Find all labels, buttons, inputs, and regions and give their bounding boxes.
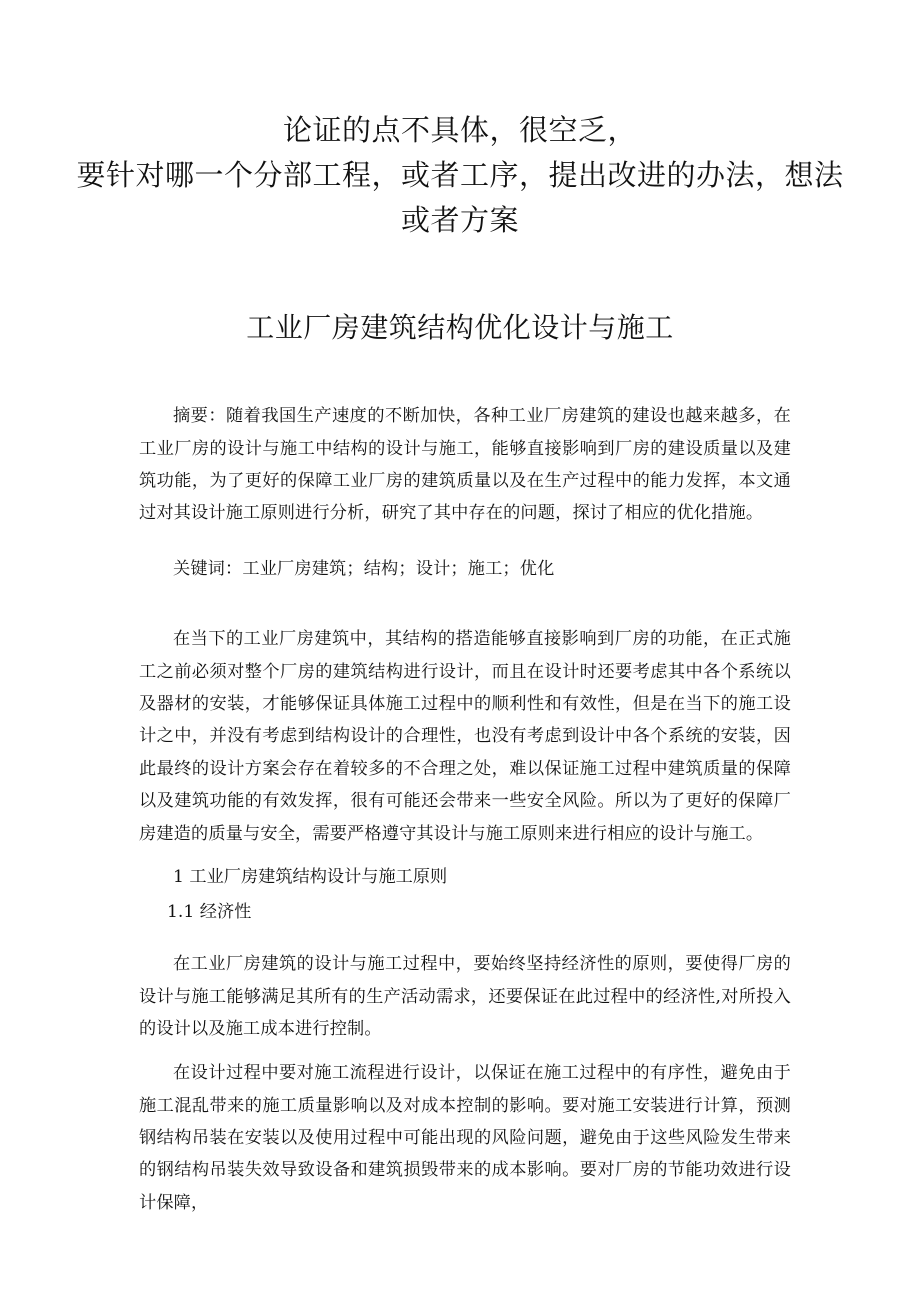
comment-line-2: 要针对哪一个分部工程，或者工序，提出改进的办法，想法: [76, 158, 844, 192]
economy-paragraph-1: 在工业厂房建筑的设计与施工过程中，要始终坚持经济性的原则，要使得厂房的设计与施工能够满足其所有的生产活动需求，还要保证在此过程中的经济性,对所投入的设计以及施工成本进行控制。: [139, 954, 791, 1039]
introduction-paragraph: 在当下的工业厂房建筑中，其结构的搭造能够直接影响到厂房的功能，在正式施工之前必须对整个厂房的建筑结构进行设计，而且在设计时还要考虑其中各个系统以及器材的安装，才能够保证具体施工过程中的顺利性和有效性，但是在当下的施工设计之中，并没有考虑到结构设计的合理性，也没有考虑到设计中各个系统的安装，因此最终的设计方案会存在着较多的不合理之处，难以保证施工过程中建筑质量的保障以及建筑功能的有效发挥，很有可能还会带来一些安全风险。所以为了更好的保障厂房建造的质量与安全，需要严格遵守其设计与施工原则来进行相应的设计与施工。: [139, 629, 791, 844]
paper-title: 工业厂房建筑结构优化设计与施工: [246, 311, 674, 344]
economy-paragraph-2: 在设计过程中要对施工流程进行设计，以保证在施工过程中的有序性，避免由于施工混乱带来的施工质量影响以及对成本控制的影响。要对施工安装进行计算，预测钢结构吊装在安装以及使用过程中可能出现的风险问题，避免由于这些风险发生带来的钢结构吊装失效导致设备和建筑损毁带来的成本影响。要对厂房的节能功效进行设计保障，: [139, 1063, 791, 1213]
subsection-heading-1-1: 1.1 经济性: [167, 902, 252, 922]
section-heading-1: 1 工业厂房建筑结构设计与施工原则: [173, 867, 448, 887]
reviewer-comment: [0, 108, 920, 243]
keywords-line: 关键词：工业厂房建筑；结构；设计；施工；优化: [173, 559, 555, 580]
comment-line-3: 或者方案: [400, 203, 519, 237]
abstract-paragraph: 摘要：随着我国生产速度的不断加快，各种工业厂房建筑的建设也越来越多，在工业厂房的设计与施工中结构的设计与施工，能够直接影响到厂房的建设质量以及建筑功能，为了更好的保障工业厂房的建筑质量以及在生产过程中的能力发挥，本文通过对其设计施工原则进行分析，研究了其中存在的问题，探讨了相应的优化措施。: [139, 406, 791, 524]
comment-line-1: 论证的点不具体，很空乏，: [282, 113, 637, 147]
